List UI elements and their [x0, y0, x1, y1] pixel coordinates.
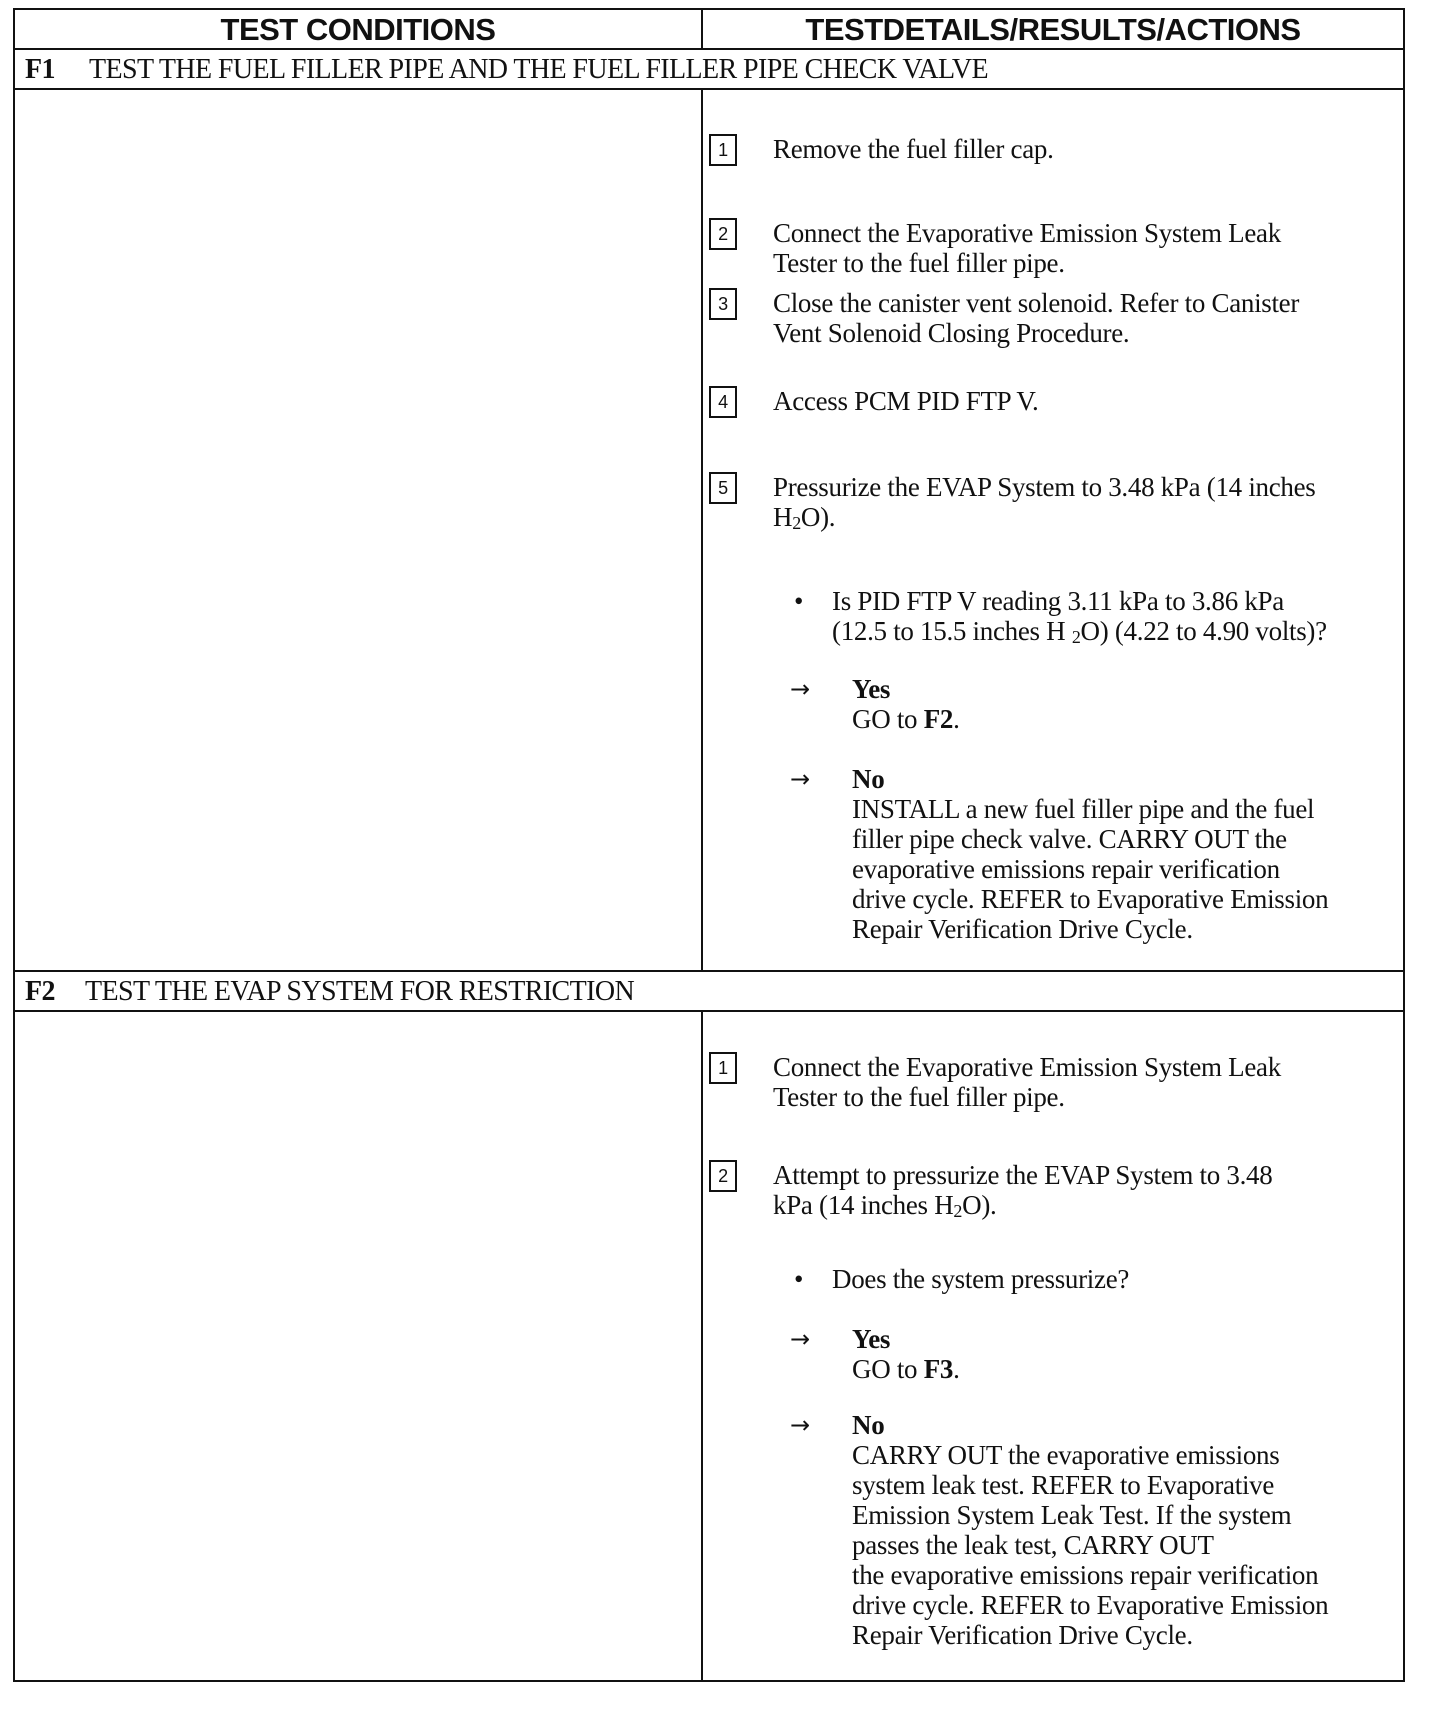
- step-number-box: 5: [709, 472, 737, 504]
- answer-action: GO to F2.: [852, 704, 960, 734]
- f1-question: • Is PID FTP V reading 3.11 kPa to 3.86 kPa (12.5 to 15.5 inches H $_2$O) (4.22 to 4.90 volts)?: [794, 586, 1327, 647]
- f1-answer-no: → No INSTALL a new fuel filler pipe and the fuel filler pipe check valve. CARRY OUT the evaporative emissions repair verification drive cycle. REFER to Evaporative Emission Repair Verification Drive Cycle.: [852, 764, 1440, 944]
- answer-action: GO to F3.: [852, 1354, 960, 1384]
- section-f1-title: TEST THE FUEL FILLER PIPE AND THE FUEL FILLER PIPE CHECK VALVE: [89, 54, 989, 85]
- column-divider: [701, 90, 703, 970]
- f2-answer-no: → No CARRY OUT the evaporative emissions system leak test. REFER to Evaporative Emission System Leak Test. If the system passes the leak test, CARRY OUT the evaporative emissions repair verification drive cycle. REFER to Evaporative Emission Repair Verification Drive Cycle.: [852, 1410, 1440, 1650]
- f1-answer-yes: [790, 674, 1440, 734]
- step-text: Remove the fuel filler cap.: [773, 134, 1054, 164]
- answer-label: Yes: [852, 674, 891, 704]
- step-number-box: 2: [709, 218, 737, 250]
- section-f2-id: F2: [25, 976, 55, 1007]
- arrow-right-icon: →: [790, 675, 810, 703]
- f2-answer-yes: [790, 1324, 1440, 1384]
- step-number-box: 2: [709, 1160, 737, 1192]
- arrow-right-icon: →: [790, 765, 810, 793]
- step-text: Connect the Evaporative Emission System Leak Tester to the fuel filler pipe.: [773, 1052, 1281, 1112]
- step-number-box: 3: [709, 288, 737, 320]
- arrow-right-icon: →: [790, 1325, 810, 1353]
- step-number-box: 1: [709, 1052, 737, 1084]
- step-text: Access PCM PID FTP V.: [773, 386, 1039, 416]
- section-f1-header: [15, 50, 1403, 90]
- step-text: Close the canister vent solenoid. Refer to Canister Vent Solenoid Closing Procedure.: [773, 288, 1300, 348]
- header-test-details: TESTDETAILS/RESULTS/ACTIONS: [805, 12, 1301, 47]
- answer-label: Yes: [852, 1324, 891, 1354]
- step-text: Connect the Evaporative Emission System Leak Tester to the fuel filler pipe.: [773, 218, 1281, 278]
- section-f2-header: [15, 970, 1403, 1012]
- section-f1-body: [15, 90, 1403, 970]
- column-divider: [701, 1012, 703, 1680]
- diagnostic-table: [13, 8, 1405, 1682]
- header-test-conditions: TEST CONDITIONS: [15, 10, 703, 48]
- f2-question: • Does the system pressurize?: [794, 1264, 1130, 1294]
- step-text: Pressurize the EVAP System to 3.48 kPa (14 inches $H_2O$).: [773, 472, 1316, 533]
- table-header-row: [15, 10, 1403, 50]
- step-number-box: 1: [709, 134, 737, 166]
- answer-label: No: [852, 1410, 885, 1440]
- bullet-icon: •: [794, 1264, 804, 1294]
- arrow-right-icon: →: [790, 1411, 810, 1439]
- step-number-box: 4: [709, 386, 737, 418]
- section-f2-body: [15, 1012, 1403, 1680]
- section-f2-title: TEST THE EVAP SYSTEM FOR RESTRICTION: [85, 976, 635, 1007]
- answer-label: No: [852, 764, 885, 794]
- bullet-icon: •: [794, 586, 804, 616]
- step-text: Attempt to pressurize the EVAP System to 3.48 kPa (14 inches $H_2O$).: [773, 1160, 1273, 1221]
- section-f1-id: F1: [25, 54, 55, 85]
